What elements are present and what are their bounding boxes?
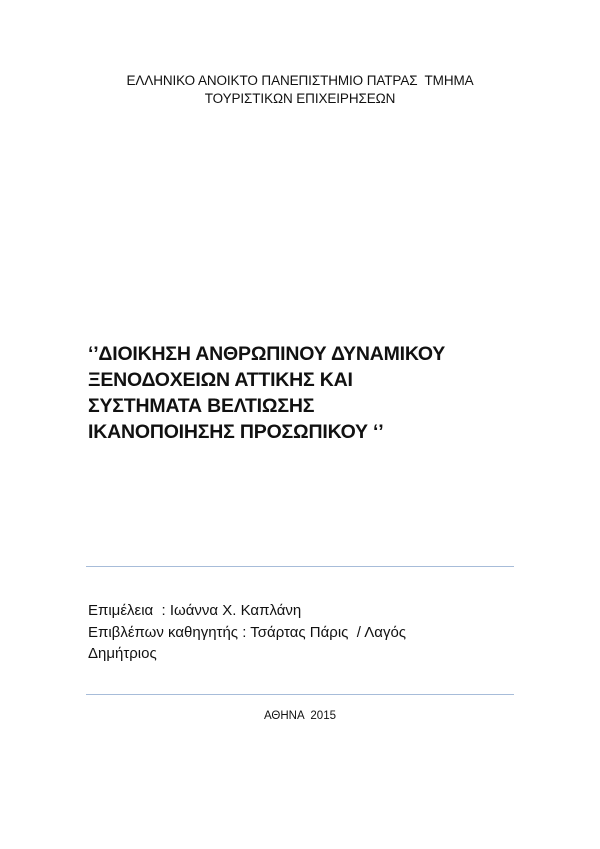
institution-line-1: ΕΛΛΗΝΙΚΟ ΑΝΟΙΚΤΟ ΠΑΝΕΠΙΣΤΗΜΙΟ ΠΑΤΡΑΣ ΤΜΗΜΑ [126, 73, 474, 88]
top-divider [86, 566, 514, 567]
institution-line-2: ΤΟΥΡΙΣΤΙΚΩΝ ΕΠΙΧΕΙΡΗΣΕΩΝ [204, 91, 396, 106]
thesis-title-line-2: ΞΕΝΟΔΟΧΕΙΩΝ ΑΤΤΙΚΗΣ ΚΑΙ [88, 369, 353, 391]
bottom-divider [86, 694, 514, 695]
institution-header [0, 72, 600, 108]
supervisor-line-1: Επιβλέπων καθηγητής : Τσάρτας Πάρις / Λαγός [88, 623, 407, 641]
author-line: Επιμέλεια : Ιωάννα Χ. Καπλάνη [88, 602, 302, 619]
thesis-title-line-1: ‘’ΔΙΟΙΚΗΣΗ ΑΝΘΡΩΠΙΝΟΥ ΔΥΝΑΜΙΚΟΥ [88, 343, 446, 365]
thesis-title-line-4: ΙΚΑΝΟΠΟΙΗΣΗΣ ΠΡΟΣΩΠΙΚΟΥ ‘’ [88, 421, 384, 443]
thesis-title [88, 341, 528, 445]
place-date: ΑΘΗΝΑ 2015 [264, 710, 336, 722]
thesis-title-line-3: ΣΥΣΤΗΜΑΤΑ ΒΕΛΤΙΩΣΗΣ [88, 395, 315, 417]
supervisor-line-2: Δημήτριος [88, 645, 157, 662]
credits-block [88, 600, 518, 665]
